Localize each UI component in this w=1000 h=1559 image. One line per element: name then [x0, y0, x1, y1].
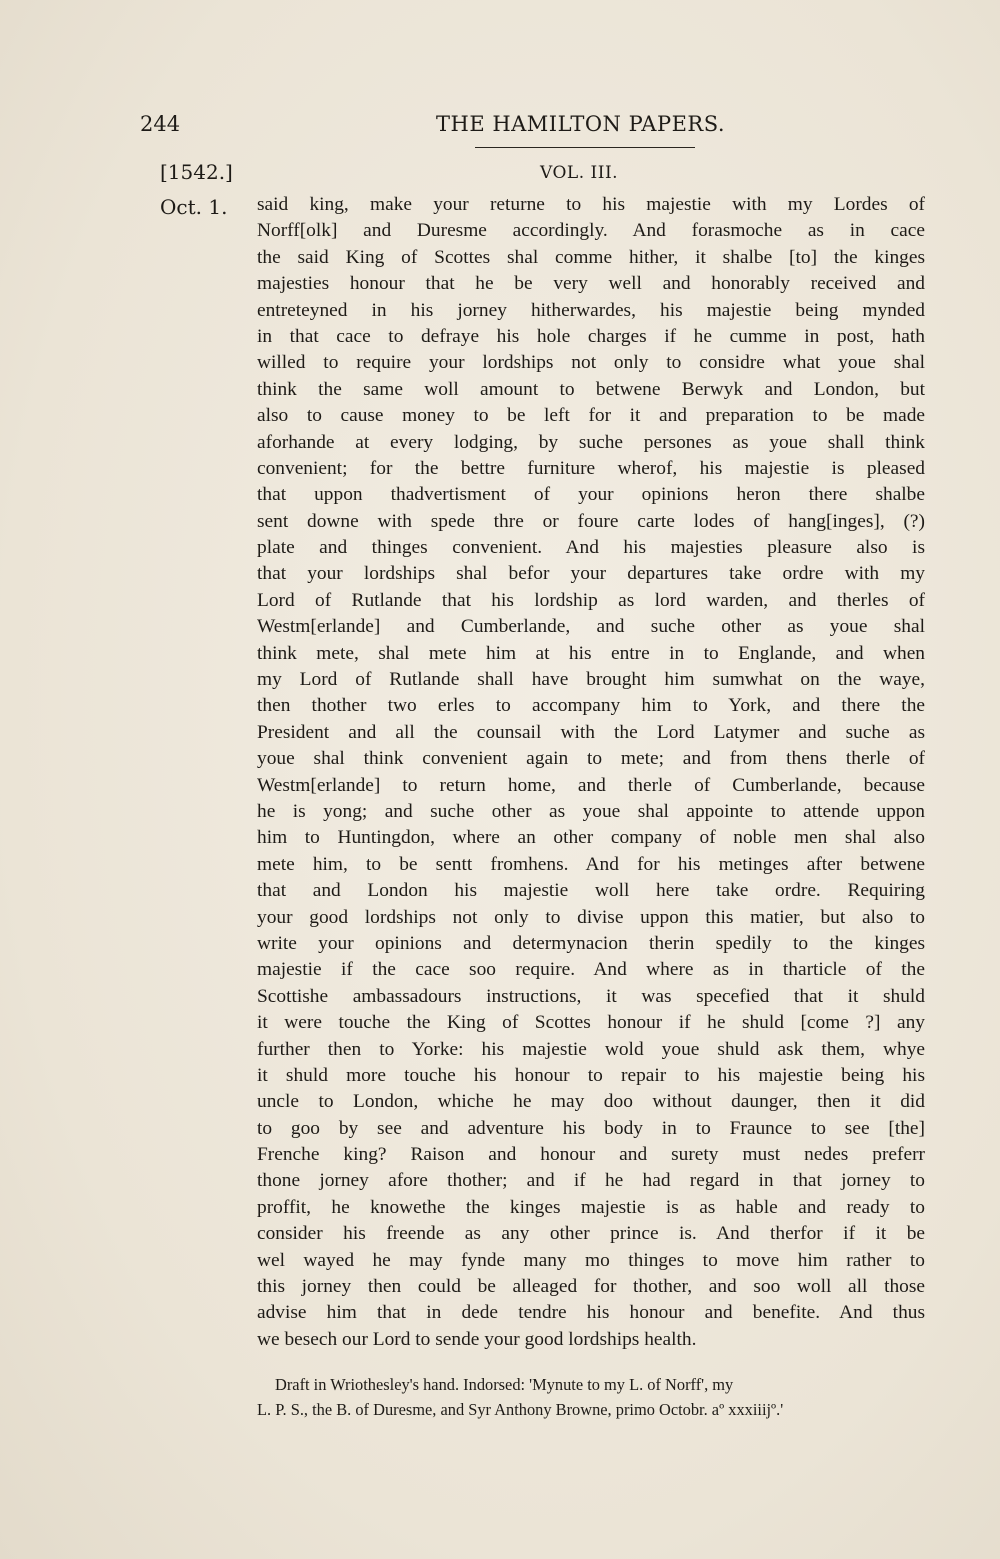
- body-line: uncle to London, whiche he may doo without daunger, then it did: [257, 1091, 925, 1113]
- body-line: consider his freende as any other prince is. And therfor if it be: [257, 1223, 925, 1245]
- footnote-line: L. P. S., the B. of Duresme, and Syr Anthony Browne, primo Octobr. aº xxxiiijº.': [257, 1400, 784, 1419]
- letter-body: [257, 192, 925, 1353]
- body-line: Westm[erlande] and Cumberlande, and suche other as youe shal: [257, 616, 925, 638]
- margin-year: [1542.]: [160, 160, 233, 184]
- body-line: willed to require your lordships not only to considre what youe shal: [257, 352, 925, 374]
- body-line: majesties honour that he be very well and honorably received and: [257, 273, 925, 295]
- volume-label: VOL. III.: [540, 163, 619, 183]
- body-line: mete him, to be sentt fromhens. And for his metinges after betwene: [257, 853, 925, 875]
- body-line: that your lordships shal befor your departures take ordre with my: [257, 563, 925, 585]
- body-line: entreteyned in his jorney hitherwardes, his majestie being mynded: [257, 299, 925, 321]
- body-line: think mete, shal mete him at his entre in to Englande, and when: [257, 642, 925, 664]
- footnote-line: Draft in Wriothesley's hand. Indorsed: 'Mynute to my L. of Norff', my: [275, 1375, 734, 1394]
- header-rule: [475, 147, 695, 148]
- body-line: Lord of Rutlande that his lordship as lord warden, and therles of: [257, 589, 925, 611]
- body-line: to goo by see and adventure his body in to Fraunce to see [the]: [257, 1117, 925, 1139]
- running-head: THE HAMILTON PAPERS.: [436, 112, 726, 136]
- body-line: this jorney then could be alleaged for thother, and soo woll all those: [257, 1276, 925, 1298]
- body-line: we besech our Lord to sende your good lordships health.: [257, 1328, 697, 1350]
- body-line: Westm[erlande] to return home, and therle of Cumberlande, because: [257, 774, 925, 796]
- body-line: in that cace to defraye his hole charges if he cumme in post, hath: [257, 325, 925, 347]
- body-line: him to Huntingdon, where an other company of noble men shal also: [257, 827, 925, 849]
- body-line: wel wayed he may fynde many mo thinges to move him rather to: [257, 1249, 925, 1271]
- body-line: my Lord of Rutlande shall have brought him sumwhat on the waye,: [257, 669, 925, 691]
- body-line: it were touche the King of Scottes honour if he shuld [come ?] any: [257, 1012, 925, 1034]
- body-line: proffit, he knowethe the kinges majestie is as hable and ready to: [257, 1196, 925, 1218]
- body-line: aforhande at every lodging, by suche persones as youe shall think: [257, 431, 925, 453]
- body-line: your good lordships not only to divise uppon this matier, but also to: [257, 906, 925, 928]
- body-line: advise him that in dede tendre his honour and benefite. And thus: [257, 1302, 925, 1324]
- body-line: he is yong; and suche other as youe shal appointe to attende uppon: [257, 800, 925, 822]
- body-line: Scottishe ambassadours instructions, it was specefied that it shuld: [257, 985, 925, 1007]
- body-line: youe shal think convenient again to mete; and from thens therle of: [257, 748, 925, 770]
- body-line: thone jorney afore thother; and if he had regard in that jorney to: [257, 1170, 925, 1192]
- body-line: said king, make your returne to his majestie with my Lordes of: [257, 194, 925, 215]
- body-line: that uppon thadvertisment of your opinions heron there shalbe: [257, 484, 925, 506]
- body-line: Frenche king? Raison and honour and surety must nedes preferr: [257, 1144, 925, 1166]
- body-line: Norff[olk] and Duresme accordingly. And forasmoche as in cace: [257, 220, 925, 242]
- body-line: sent downe with spede thre or foure carte lodes of hang[inges], (?): [257, 510, 925, 532]
- margin-date: Oct. 1.: [160, 195, 228, 219]
- body-line: that and London his majestie woll here take ordre. Requiring: [257, 880, 925, 902]
- body-line: majestie if the cace soo require. And where as in tharticle of the: [257, 959, 925, 981]
- body-line: it shuld more touche his honour to repair to his majestie being his: [257, 1064, 925, 1086]
- page-number: 244: [140, 112, 181, 136]
- body-line: think the same woll amount to betwene Berwyk and London, but: [257, 378, 925, 400]
- body-line: then thother two erles to accompany him to York, and there the: [257, 695, 925, 717]
- body-line: convenient; for the bettre furniture wherof, his majestie is pleased: [257, 457, 925, 479]
- body-line: President and all the counsail with the Lord Latymer and suche as: [257, 721, 925, 743]
- body-line: also to cause money to be left for it and preparation to be made: [257, 405, 925, 427]
- body-line: further then to Yorke: his majestie wold youe shuld ask them, whye: [257, 1038, 925, 1060]
- body-line: plate and thinges convenient. And his majesties pleasure also is: [257, 537, 925, 559]
- footnote: [257, 1372, 947, 1422]
- body-line: the said King of Scottes shal comme hither, it shalbe [to] the kinges: [257, 246, 925, 268]
- body-line: write your opinions and determynacion therin spedily to the kinges: [257, 932, 925, 954]
